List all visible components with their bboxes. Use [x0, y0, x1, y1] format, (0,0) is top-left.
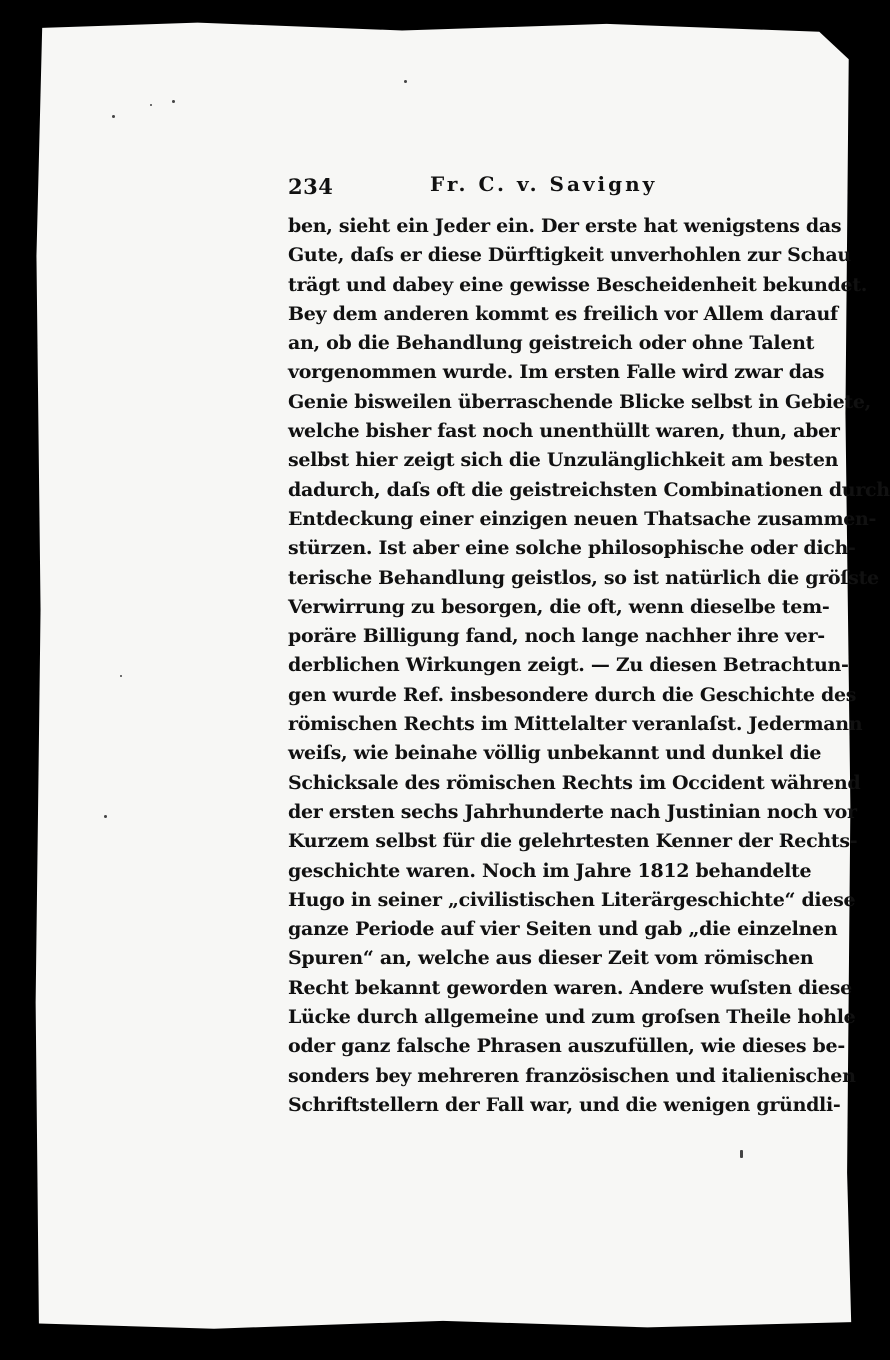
- text-line: Verwirrung zu besorgen, die oft, wenn dieselbe tem-: [288, 595, 830, 618]
- body-text: [288, 212, 890, 1120]
- paper-speck: [172, 100, 175, 103]
- page-header: [288, 170, 808, 200]
- text-line: poräre Billigung fand, noch lange nachher ihre ver-: [288, 625, 825, 648]
- paper-speck: [740, 1150, 743, 1158]
- text-line: Schriftstellern der Fall war, und die wenigen gründli-: [288, 1093, 841, 1116]
- text-line: oder ganz falsche Phrasen auszufüllen, wie dieses be-: [288, 1035, 845, 1058]
- text-line: Entdeckung einer einzigen neuen Thatsache zusammen-: [288, 507, 877, 530]
- running-title: Fr. C. v. Savigny: [430, 172, 658, 196]
- text-line: Bey dem anderen kommt es freilich vor Allem darauf: [288, 302, 838, 325]
- text-line: selbst hier zeigt sich die Unzulänglichkeit am besten: [288, 449, 839, 472]
- text-line: geschichte waren. Noch im Jahre 1812 behandelte: [288, 859, 812, 882]
- text-line: sonders bey mehreren französischen und italienischen: [288, 1064, 856, 1087]
- text-line: vorgenommen wurde. Im ersten Falle wird zwar das: [288, 361, 825, 384]
- text-line: Spuren“ an, welche aus dieser Zeit vom römischen: [288, 947, 814, 970]
- text-line: terische Behandlung geistlos, so ist natürlich die gröſste: [288, 566, 879, 589]
- text-line: Lücke durch allgemeine und zum groſsen Theile hohle: [288, 1006, 856, 1029]
- text-line: Gute, daſs er diese Dürftigkeit unverhohlen zur Schau: [288, 244, 851, 267]
- text-line: ben, sieht ein Jeder ein. Der erste hat wenigstens das: [288, 215, 842, 237]
- text-line: an, ob die Behandlung geistreich oder ohne Talent: [288, 332, 815, 355]
- text-line: gen wurde Ref. insbesondere durch die Geschichte des: [288, 683, 857, 706]
- text-line: trägt und dabey eine gewisse Bescheidenheit bekundet.: [288, 273, 868, 296]
- text-line: welche bisher fast noch unenthüllt waren, thun, aber: [288, 420, 840, 443]
- text-line: Kurzem selbst für die gelehrtesten Kenner der Rechts-: [288, 830, 858, 853]
- text-line: stürzen. Ist aber eine solche philosophische oder dich-: [288, 537, 856, 560]
- text-line: weiſs, wie beinahe völlig unbekannt und dunkel die: [288, 742, 822, 765]
- text-line: Schicksale des römischen Rechts im Occident während: [288, 771, 861, 794]
- page-number: 234: [288, 174, 334, 199]
- text-line: Hugo in seiner „civilistischen Literärgeschichte“ diese: [288, 888, 856, 911]
- text-line: der ersten sechs Jahrhunderte nach Justinian noch vor: [288, 800, 857, 823]
- text-line: römischen Rechts im Mittelalter veranlaſst. Jedermann: [288, 713, 863, 736]
- paper-speck: [404, 80, 407, 83]
- paper-speck: [120, 675, 122, 677]
- text-line: ganze Periode auf vier Seiten und gab „die einzelnen: [288, 918, 838, 941]
- paper-speck: [112, 115, 115, 118]
- paper-speck: [150, 104, 152, 106]
- text-line: Recht bekannt geworden waren. Andere wuſsten diese: [288, 976, 852, 999]
- paper-speck: [104, 815, 107, 818]
- text-line: dadurch, daſs oft die geistreichsten Combinationen durch: [288, 478, 890, 501]
- text-line: Genie bisweilen überraschende Blicke selbst in Gebiete,: [288, 390, 871, 413]
- text-line: derblichen Wirkungen zeigt. — Zu diesen Betrachtun-: [288, 654, 849, 677]
